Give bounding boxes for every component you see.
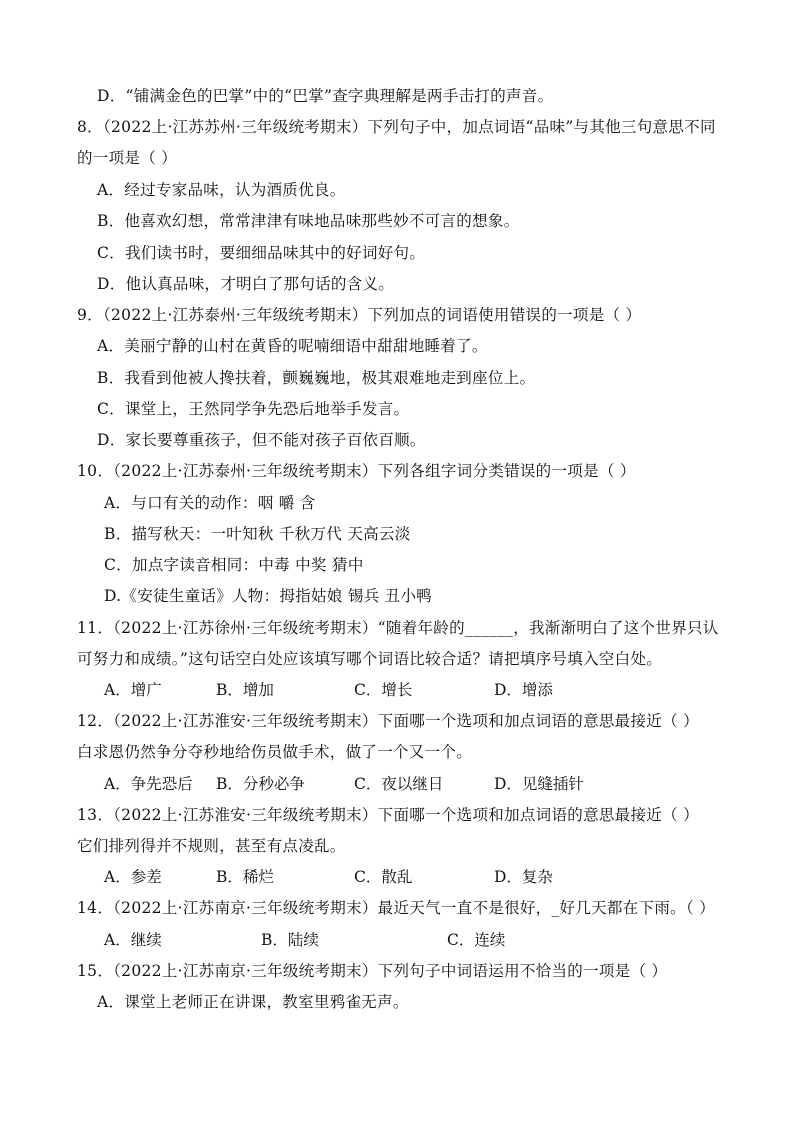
q12-option-a: A．争先恐后: [104, 775, 193, 793]
q14-option-a: A．继续: [104, 931, 162, 949]
q14-option-c: C．连续: [447, 931, 506, 949]
q13-stem: 13．（2022上·江苏淮安·三年级统考期末）下面哪一个选项和加点词语的意思最接近（ ）: [77, 806, 699, 824]
q8-option-a: A．经过专家品味，认为酒质优良。: [97, 181, 346, 199]
q9-option-b: B．我看到他被人搀扶着，颤巍巍地，极其艰难地走到座位上。: [97, 369, 536, 387]
q11-option-c: C．增长: [354, 681, 413, 699]
q10-stem: 10．（2022上·江苏泰州·三年级统考期末）下列各组字词分类错误的一项是（ ）: [77, 462, 636, 480]
q9-option-c: C．课堂上，王然同学争先恐后地举手发言。: [97, 400, 410, 418]
q7-option-d: D．“铺满金色的巴掌”中的“巴掌”查字典理解是两手击打的声音。: [97, 87, 554, 105]
q13-option-d: D．复杂: [494, 868, 553, 886]
q13-option-c: C．散乱: [354, 868, 413, 886]
q10-option-d: D.《安徒生童话》人物：拇指姑娘 锡兵 丑小鸭: [104, 587, 433, 605]
q13-option-a: A．参差: [104, 868, 162, 886]
q12-sentence: 白求恩仍然争分夺秒地给伤员做手术，做了一个又一个。: [77, 743, 473, 761]
q9-stem: 9．（2022上·江苏泰州·三年级统考期末）下列加点的词语使用错误的一项是（ ）: [77, 306, 642, 324]
q8-stem: 8．（2022上·江苏苏州·三年级统考期末）下列句子中，加点词语“品味”与其他三句意思不同: [77, 118, 716, 136]
q10-option-b: B．描写秋天：一叶知秋 千秋万代 天高云淡: [104, 525, 411, 543]
q10-option-c: C．加点字读音相同：中毒 中奖 猜中: [104, 556, 364, 574]
q14-stem: 14．（2022上·江苏南京·三年级统考期末）最近天气一直不是很好，_好几天都在下雨。（ ）: [77, 899, 716, 917]
q11-option-d: D．增添: [494, 681, 553, 699]
q14-option-b: B．陆续: [261, 931, 319, 949]
q13-option-b: B．稀烂: [216, 868, 274, 886]
q9-option-d: D．家长要尊重孩子，但不能对孩子百依百顺。: [97, 431, 426, 449]
q10-option-a: A．与口有关的动作：咽 嚼 含: [104, 494, 316, 512]
q8-option-c: C．我们读书时，要细细品味其中的好词好句。: [97, 244, 426, 262]
q12-stem: 12．（2022上·江苏淮安·三年级统考期末）下面哪一个选项和加点词语的意思最接近（ ）: [77, 712, 699, 730]
q11-option-b: B．增加: [216, 681, 274, 699]
q12-option-b: B．分秒必争: [216, 775, 305, 793]
q15-option-a: A．课堂上老师正在讲课，教室里鸦雀无声。: [97, 993, 409, 1011]
q8-option-d: D．他认真品味，才明白了那句话的含义。: [97, 275, 395, 293]
q11-option-a: A．增广: [104, 681, 162, 699]
q8-stem-cont: 的一项是（ ）: [77, 149, 178, 167]
q12-option-d: D．见缝插针: [494, 775, 584, 793]
q11-stem: 11．（2022上·江苏徐州·三年级统考期末）“随着年龄的______，我渐渐明白了这个世界只认: [77, 619, 719, 637]
q12-option-c: C．夜以继日: [354, 775, 444, 793]
q8-option-b: B．他喜欢幻想，常常津津有味地品味那些妙不可言的想象。: [97, 212, 520, 230]
q15-stem: 15．（2022上·江苏南京·三年级统考期末）下列句子中词语运用不恰当的一项是（ ）: [77, 962, 668, 980]
q11-stem-cont: 可努力和成绩。”这句话空白处应该填写哪个词语比较合适？请把填序号填入空白处。: [77, 650, 663, 668]
q13-sentence: 它们排列得并不规则，甚至有点凌乱。: [77, 837, 346, 855]
q9-option-a: A．美丽宁静的山村在黄昏的呢喃细语中甜甜地睡着了。: [97, 337, 488, 355]
